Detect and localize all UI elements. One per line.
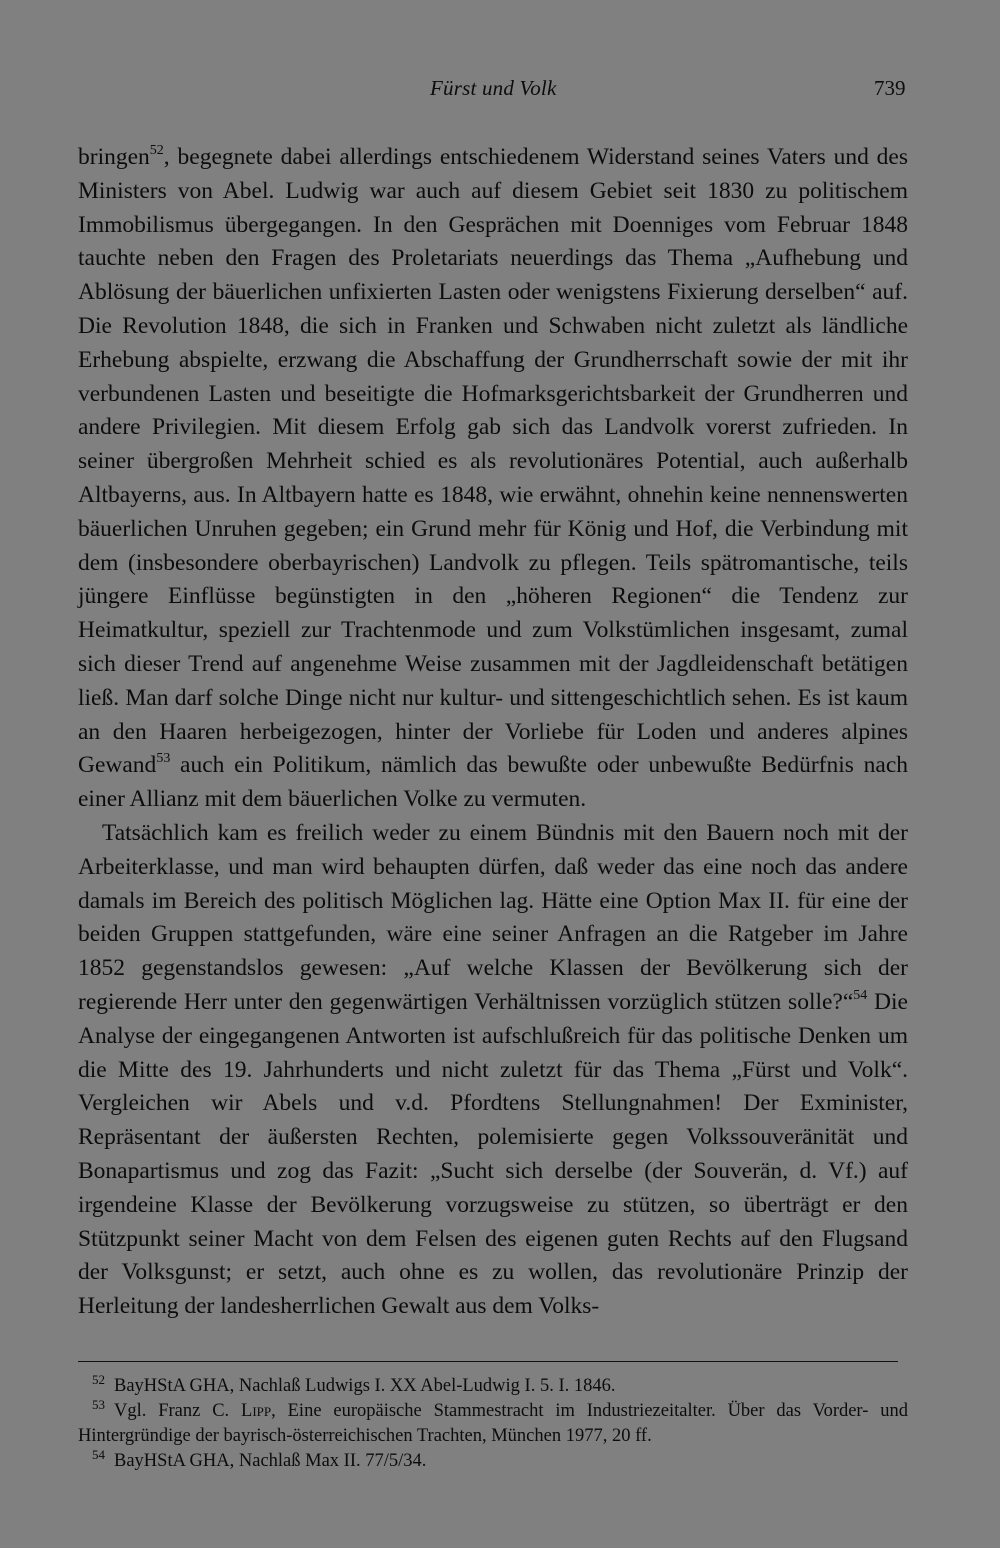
footnote-54: 54 BayHStA GHA, Nachlaß Max II. 77/5/34. [92, 1447, 427, 1471]
footnote-52: 52 BayHStA GHA, Nachlaß Ludwigs I. XX Abel-Ludwig I. 5. I. 1846. [92, 1372, 616, 1396]
body-text [78, 141, 908, 1324]
footnote-text: Vgl. Franz C. [114, 1401, 242, 1421]
paragraph-text: auch ein Politikum, nämlich das bewußte oder unbewußte Bedürfnis nach einer Allianz mit dem bäuerlichen Volke zu vermuten. [78, 752, 908, 813]
footnote-ref-54: 54 [853, 987, 868, 1003]
paragraph-text: Tatsächlich kam es freilich weder zu einem Bündnis mit den Bauern noch mit der Arbeiterklasse, und man wird behaupten dürfen, daß weder das eine noch das andere damals im Bereich des politisch Möglichen lag. Hätte eine Option Max II. für eine der beiden Gruppen stattgefunden, wäre eine seiner Anfragen an die Ratgeber im Jahre 1852 gegenstandslos gewesen: „Auf welche Klassen der Bevölkerung sich der regierende Herr unter den gegenwärtigen Verhältnissen vorzüglich stützen solle?“ [78, 819, 908, 1015]
footnote-ref-52: 52 [149, 143, 164, 158]
footnote-text: BayHStA GHA, Nachlaß Ludwigs I. XX Abel-Ludwig I. 5. I. 1846. [114, 1376, 616, 1396]
paragraph-text: Die Analyse der eingegangenen Antworten ist aufschlußreich für das politische Denken um die Mitte des 19. Jahrhunderts und nicht zuletzt für das Thema „Fürst und Volk“. Vergleichen wir Abels und v.d. Pfordtens Stellungnahmen! Der Exminister, Repräsentant der äußersten Rechten, polemisierte gegen Volkssouveränität und Bonapartismus und zog das Fazit: „Sucht sich derselbe (der Souverän, d. Vf.) auf irgendeine Klasse der Bevölkerung vorzugsweise zu stützen, so überträgt er den Stützpunkt seiner Macht von dem Felsen des eigenen guten Rechts auf den Flugsand der Volksgunst; er setzt, auch ohne es zu wollen, das revolutionäre Prinzip der Herleitung der landesherrlichen Gewalt aus dem Volks- [78, 988, 908, 1320]
page-number: 739 [874, 76, 906, 100]
footnote-divider [78, 1361, 898, 1362]
running-title: Fürst und Volk [430, 76, 557, 100]
footnote-53: 53 Vgl. Franz C. Lipp, Eine europäische Stammestracht im Industriezeitalter. Über das Vorder- und Hintergründige der bayrisch-österreichischen Trachten, München 1977, 20 ff. [78, 1397, 908, 1446]
paragraph-1 [78, 141, 908, 817]
footnotes [78, 1374, 908, 1474]
footnote-text: , Eine europäische Stammestracht im Industriezeitalter. Über das Vorder- und Hintergründige der bayrisch-österreichischen Trachten, München 1977, 20 ff. [78, 1401, 908, 1446]
paragraph-2 [78, 817, 908, 1324]
paragraph-text: , begegnete dabei allerdings entschiedenem Widerstand seines Vaters und des Ministers von Abel. Ludwig war auch auf diesem Gebiet seit 1830 zu politischem Immobilismus übergegangen. In den Gesprächen mit Doenniges vom Februar 1848 tauchte neben den Fragen des Proletariats neuerdings das Thema „Aufhebung und Ablösung der bäuerlichen unfixierten Lasten oder wenigstens Fixierung derselben“ auf. Die Revolution 1848, die sich in Franken und Schwaben nicht zuletzt als ländliche Erhebung abspielte, erzwang die Abschaffung der Grundherrschaft sowie der mit ihr verbundenen Lasten und beseitigte die Hofmarksgerichtsbarkeit der Grundherren und andere Privilegien. Mit diesem Erfolg gab sich das Landvolk vorerst zufrieden. In seiner übergroßen Mehrheit schied es als revolutionäres Potential, auch außerhalb Altbayerns, aus. In Altbayern hatte es 1848, wie erwähnt, ohnehin keine nennenswerten bäuerlichen Unruhen gegeben; ein Grund mehr für König und Hof, die Verbindung mit dem (insbesondere oberbayrischen) Landvolk zu pflegen. Teils spätromantische, teils jüngere Einflüsse begünstigten in den „höheren Regionen“ die Tendenz zur Heimatkultur, speziell zur Trachtenmode und zum Volkstümlichen insgesamt, zumal sich dieser Trend auf angenehme Weise zusammen mit der Jagdleidenschaft betätigen ließ. Man darf solche Dinge nicht nur kultur- und sittengeschichtlich sehen. Es ist kaum an den Haaren herbeigezogen, hinter der Vorliebe für Loden und anderes alpines Gewand [78, 144, 908, 779]
footnote-text: BayHStA GHA, Nachlaß Max II. 77/5/34. [114, 1451, 427, 1471]
footnote-author: Lipp [241, 1401, 272, 1421]
footnote-ref-53: 53 [156, 751, 171, 767]
paragraph-text: bringen [78, 144, 150, 170]
